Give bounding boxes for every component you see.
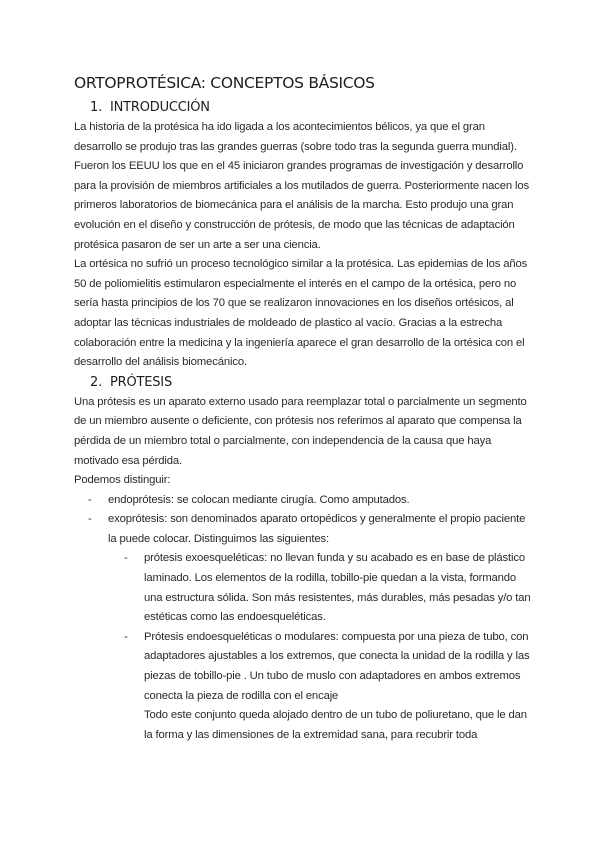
paragraph: La historia de la protésica ha ido ligada a los acontecimientos bélicos, ya que el gran desarrollo se produjo tras las grandes guerras (sobre todo tras la segunda guerra mundial). Fueron los EEUU los que en el 45 iniciaron grandes programas de investigación y desarrollo para la provisión de miembros artificiales a los mutilados de guerra. Posteriormente nacen los primeros laboratorios de biomecánica para el análisis de la marcha. Esto produjo una gran evolución en el diseño y construcción de prótesis, de modo que las técnicas de adaptación protésica pasaron de ser un arte a ser una ciencia. <box>74 121 529 251</box>
section-heading-protesis <box>74 373 534 393</box>
paragraph: Una prótesis es un aparato externo usado para reemplazar total o parcialmente un segmento de un miembro ausente o deficiente, con prótesis nos referimos al aparato que compensa la pérdida de un miembro total o parcialmente, con independencia de la causa que haya motivado esa pérdida. <box>74 395 527 467</box>
section-number: 2. <box>90 374 103 390</box>
paragraph: La ortésica no sufrió un proceso tecnológico similar a la protésica. Las epidemias de los años 50 de poliomielitis estimularon especialmente el interés en el campo de la ortésica, pero no sería hasta principios de los 70 que se realizaron innovaciones en los diseños ortésicos, al adoptar las técnicas industriales de moldeado de plastico al vacío. Gracias a la estrecha colaboración entre la medicina y la ingeniería aparece el gran desarrollo de la ortésica con el desarrollo del análisis biomecánico. <box>74 258 528 369</box>
section-title: INTRODUCCIÓN <box>110 100 210 115</box>
section-title: PRÓTESIS <box>110 374 172 390</box>
list-item <box>74 510 534 745</box>
dash-list <box>74 491 534 746</box>
document-content <box>74 74 534 745</box>
list-item: - endoprótesis: se colocan mediante cirugía. Como amputados. <box>74 491 534 511</box>
document-title: ORTOPROTÉSICA: CONCEPTOS BÁSICOS <box>74 74 375 92</box>
paragraph: Podemos distinguir: <box>74 474 171 487</box>
continuation-paragraph: Todo este conjunto queda alojado dentro de un tubo de poliuretano, que le dan la forma y las dimensiones de la extremidad sana, para recubrir toda <box>144 709 527 741</box>
list-item-text: exoprótesis: son denominados aparato ortopédicos y generalmente el propio paciente la puede colocar. Distinguimos las siguientes: <box>108 513 526 545</box>
sub-list-item: - Prótesis endoesqueléticas o modulares: compuesta por una pieza de tubo, con adaptadores ajustables a los extremos, que conecta la unidad de la rodilla y las piezas de tobillo-pie . Un tubo de muslo con adaptadores en ambos extremos conecta la pieza de rodilla con el encaje <box>108 628 534 706</box>
section-number: 1. <box>90 100 103 115</box>
sub-list-item: - prótesis exoesqueléticas: no llevan funda y su acabado es en base de plástico laminado. Los elementos de la rodilla, tobillo-pie quedan a la vista, formando una estructura sólida. Son más resistentes, más durables, más pesadas y/o tan estéticas como las endoesqueléticas. <box>108 549 534 627</box>
section-heading-introduccion <box>74 98 534 118</box>
sub-list <box>108 549 534 706</box>
